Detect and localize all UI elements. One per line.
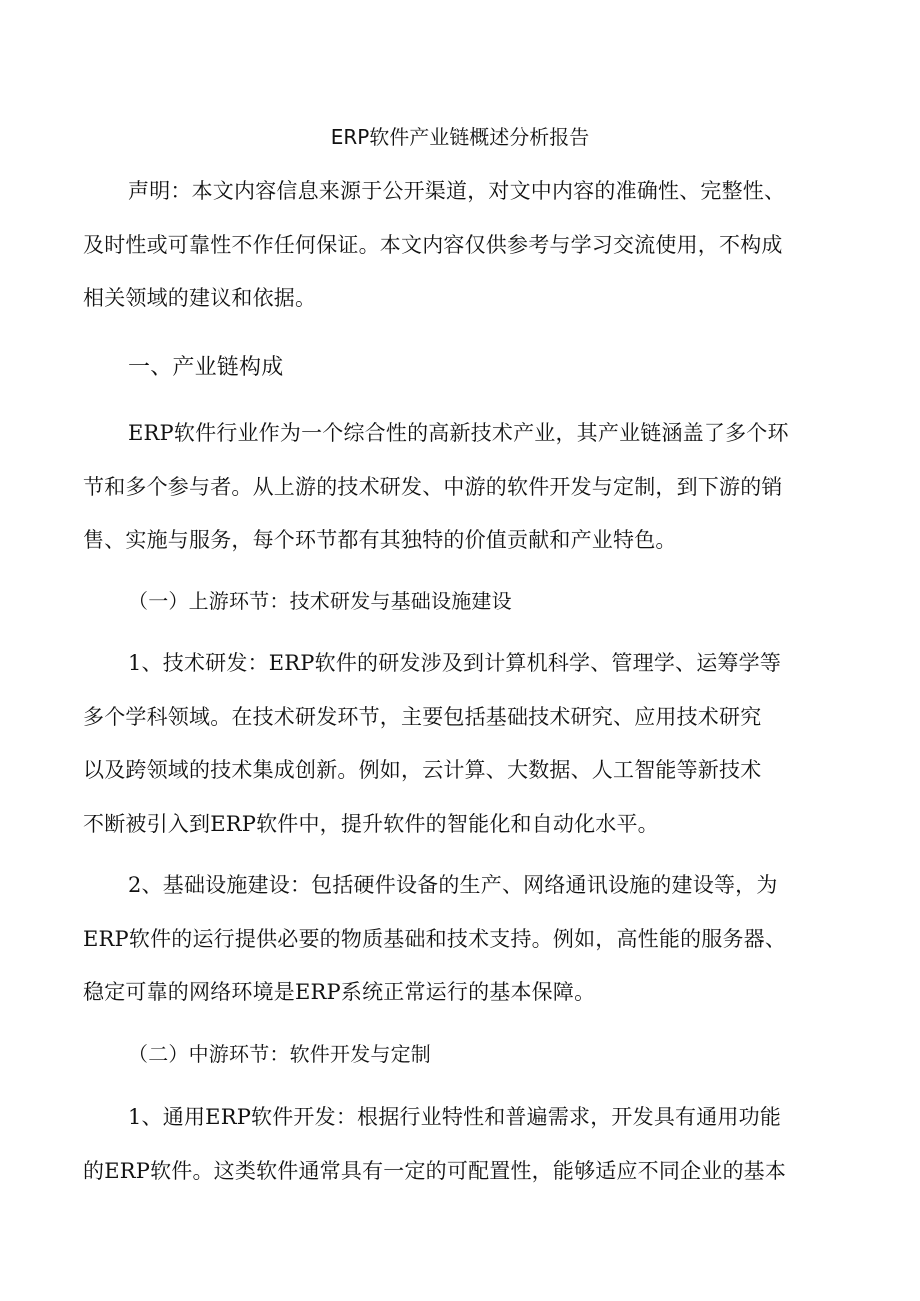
- intro-line-1: ERP软件行业作为一个综合性的高新技术产业，其产业链涵盖了多个环: [128, 421, 789, 445]
- upstream-item1-line-2: 多个学科领域。在技术研发环节，主要包括基础技术研究、应用技术研究: [83, 705, 762, 729]
- section-heading: 一、产业链构成: [128, 355, 284, 380]
- intro-line-2: 节和多个参与者。从上游的技术研发、中游的软件开发与定制，到下游的销: [83, 475, 783, 499]
- upstream-item2-line-2: ERP软件的运行提供必要的物质基础和技术支持。例如，高性能的服务器、: [83, 927, 787, 951]
- upstream-heading: （一）上游环节：技术研发与基础设施建设: [128, 589, 512, 613]
- midstream-item1-line-2: 的ERP软件。这类软件通常具有一定的可配置性，能够适应不同企业的基本: [83, 1159, 787, 1183]
- upstream-item1-line-3: 以及跨领域的技术集成创新。例如，云计算、大数据、人工智能等新技术: [83, 758, 762, 782]
- disclaimer-line-2: 及时性或可靠性不作任何保证。本文内容仅供参考与学习交流使用，不构成: [83, 233, 783, 257]
- disclaimer-line-3: 相关领域的建议和依据。: [83, 286, 317, 310]
- midstream-heading: （二）中游环节：软件开发与定制: [128, 1042, 431, 1066]
- midstream-item1-line-1: 1、通用ERP软件开发：根据行业特性和普遍需求，开发具有通用功能: [128, 1105, 782, 1129]
- upstream-item1-line-4: 不断被引入到ERP软件中，提升软件的智能化和自动化水平。: [83, 812, 659, 836]
- document-title: ERP软件产业链概述分析报告: [330, 125, 590, 149]
- upstream-item2-line-1: 2、基础设施建设：包括硬件设备的生产、网络通讯设施的建设等，为: [128, 873, 778, 897]
- upstream-item2-line-3: 稳定可靠的网络环境是ERP系统正常运行的基本保障。: [83, 980, 596, 1004]
- intro-line-3: 售、实施与服务，每个环节都有其独特的价值贡献和产业特色。: [83, 528, 677, 552]
- upstream-item1-line-1: 1、技术研发：ERP软件的研发涉及到计算机科学、管理学、运筹学等: [128, 651, 782, 675]
- disclaimer-line-1: 声明：本文内容信息来源于公开渠道，对文中内容的准确性、完整性、: [128, 179, 786, 203]
